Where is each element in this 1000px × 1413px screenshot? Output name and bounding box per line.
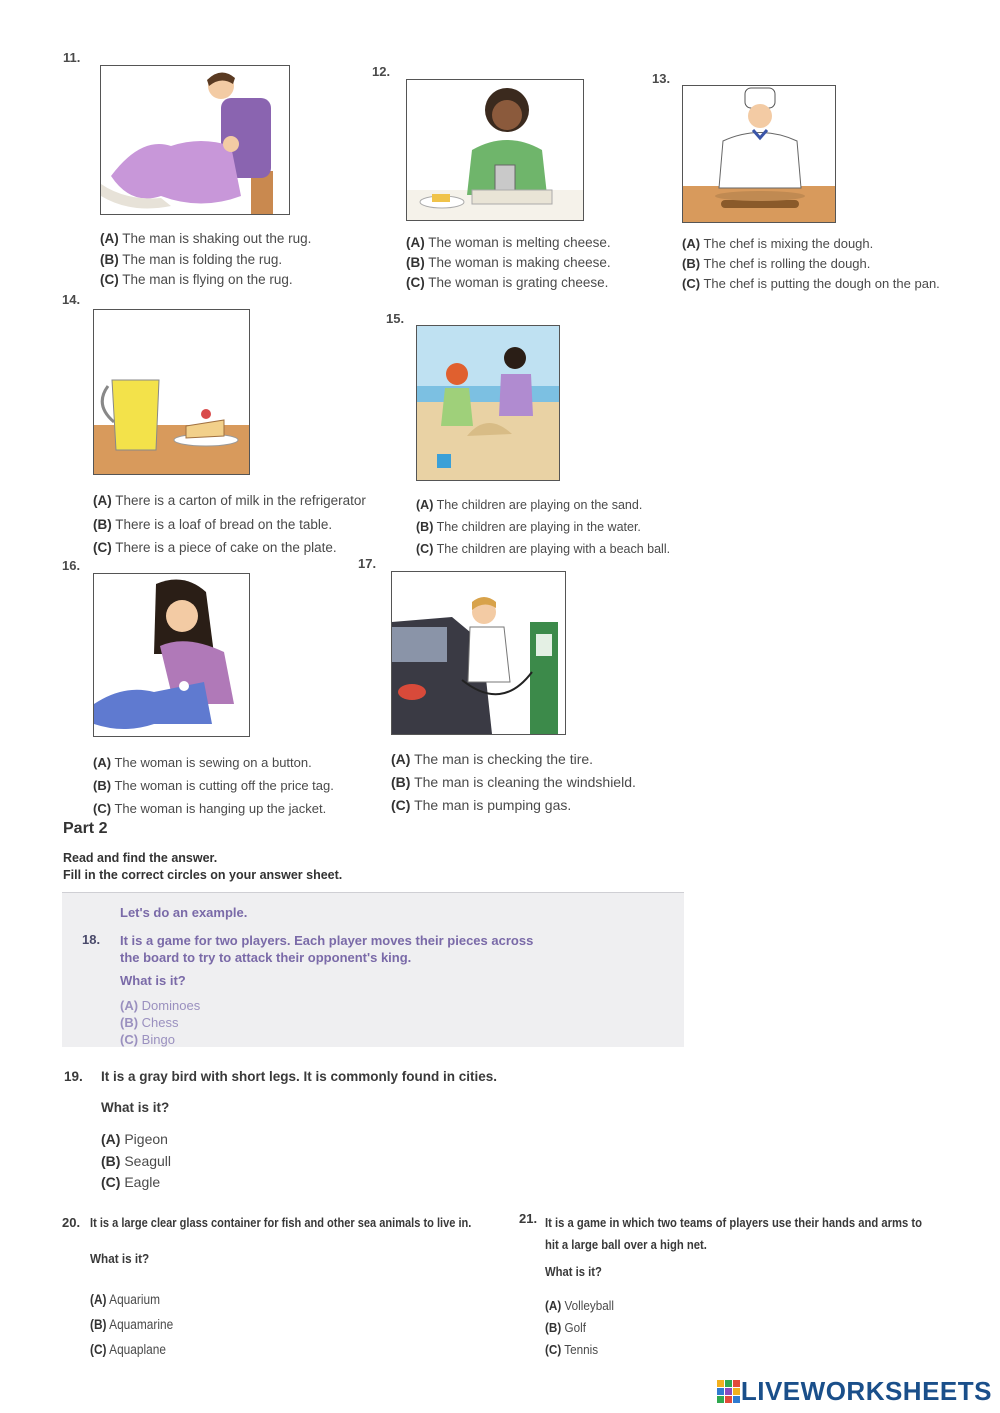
option-q21-b[interactable] bbox=[545, 1317, 614, 1339]
option-text: Chess bbox=[141, 1015, 179, 1030]
option-letter: (C) bbox=[101, 1174, 121, 1190]
option-text: Dominoes bbox=[141, 998, 201, 1013]
option-text: The man is checking the tire. bbox=[414, 751, 594, 767]
picture-man-pumping-gas bbox=[391, 571, 566, 735]
question-19-ask: What is it? bbox=[101, 1100, 170, 1115]
question-20-text: It is a large clear glass container for fish and other sea animals to live in. bbox=[90, 1215, 472, 1230]
options-q11 bbox=[100, 229, 311, 291]
question-number-16: 16. bbox=[62, 558, 81, 573]
question-21-ask: What is it? bbox=[545, 1265, 602, 1279]
option-text: Bingo bbox=[141, 1032, 175, 1047]
option-q15-b[interactable] bbox=[416, 516, 670, 538]
option-text: The man is pumping gas. bbox=[414, 797, 572, 813]
option-text: The man is flying on the rug. bbox=[122, 272, 293, 287]
option-text: Volleyball bbox=[564, 1298, 614, 1313]
option-letter: (A) bbox=[90, 1292, 107, 1307]
picture-man-shaking-rug bbox=[100, 65, 290, 215]
question-number-18: 18. bbox=[82, 932, 101, 947]
chef-dough-illustration bbox=[683, 86, 835, 222]
option-letter: (B) bbox=[416, 520, 434, 534]
option-letter: (B) bbox=[100, 251, 119, 267]
option-text: The chef is rolling the dough. bbox=[703, 256, 871, 271]
option-letter: (A) bbox=[100, 231, 119, 246]
option-q20-a[interactable] bbox=[90, 1287, 173, 1312]
option-letter: (A) bbox=[391, 751, 411, 767]
option-letter: (A) bbox=[93, 755, 112, 770]
example-question-line2: the board to try to attack their opponent's king. bbox=[120, 950, 412, 965]
option-q11-c[interactable] bbox=[100, 270, 311, 291]
option-letter: (A) bbox=[93, 493, 112, 508]
option-letter: (A) bbox=[101, 1131, 121, 1147]
option-text: The chef is putting the dough on the pan. bbox=[703, 276, 940, 291]
option-q15-c[interactable] bbox=[416, 538, 670, 560]
picture-children-on-sand bbox=[416, 325, 560, 481]
option-text: Seagull bbox=[124, 1152, 172, 1169]
liveworksheets-logo-text: LIVEWORKSHEETS bbox=[740, 1376, 992, 1406]
question-19-text: It is a gray bird with short legs. It is commonly found in cities. bbox=[101, 1069, 498, 1084]
option-letter: (C) bbox=[93, 801, 112, 816]
option-text: The woman is hanging up the jacket. bbox=[114, 801, 327, 816]
options-q12 bbox=[406, 233, 611, 293]
part2-title: Part 2 bbox=[63, 820, 108, 837]
option-text: The man is folding the rug. bbox=[122, 251, 283, 267]
option-q21-c[interactable] bbox=[545, 1339, 614, 1361]
question-21-line2: hit a large ball over a high net. bbox=[545, 1238, 707, 1252]
option-text: The man is shaking out the rug. bbox=[122, 231, 312, 246]
options-q21 bbox=[545, 1295, 614, 1361]
option-letter: (C) bbox=[545, 1342, 562, 1357]
option-letter: (B) bbox=[120, 1015, 139, 1030]
option-text: Aquarium bbox=[109, 1292, 161, 1307]
question-number-14: 14. bbox=[62, 292, 81, 307]
question-number-12: 12. bbox=[372, 64, 391, 79]
pitcher-cake-illustration bbox=[94, 310, 249, 474]
question-number-19: 19. bbox=[64, 1069, 83, 1084]
example-option-b bbox=[120, 1014, 200, 1031]
option-letter: (C) bbox=[90, 1342, 107, 1357]
option-text: Golf bbox=[564, 1320, 586, 1335]
option-q11-a[interactable] bbox=[100, 229, 311, 250]
part2-instructions bbox=[63, 850, 342, 884]
woman-sewing-illustration bbox=[94, 574, 249, 736]
liveworksheets-logo[interactable] bbox=[717, 1376, 992, 1407]
options-q19 bbox=[101, 1129, 171, 1194]
option-text: The woman is cutting off the price tag. bbox=[114, 778, 334, 793]
option-q13-c[interactable] bbox=[682, 274, 940, 294]
option-q13-b[interactable] bbox=[682, 254, 940, 274]
option-text: The children are playing on the sand. bbox=[436, 498, 643, 512]
option-text: The man is cleaning the windshield. bbox=[414, 774, 636, 790]
option-text: The children are playing in the water. bbox=[436, 520, 641, 534]
option-q14-c[interactable] bbox=[93, 536, 366, 560]
option-letter: (B) bbox=[93, 516, 112, 532]
option-q17-b[interactable] bbox=[391, 771, 636, 794]
man-rug-illustration bbox=[101, 66, 289, 214]
question-number-21: 21. bbox=[519, 1211, 538, 1226]
question-21-text bbox=[545, 1212, 922, 1256]
option-letter: (B) bbox=[545, 1320, 562, 1335]
question-21-line1: It is a game in which two teams of players use their hands and arms to bbox=[545, 1216, 922, 1230]
children-sand-illustration bbox=[417, 326, 559, 480]
option-letter: (A) bbox=[416, 498, 434, 512]
option-text: The woman is sewing on a button. bbox=[114, 755, 312, 770]
question-number-11: 11. bbox=[63, 50, 81, 65]
picture-woman-grating-cheese bbox=[406, 79, 584, 221]
option-letter: (B) bbox=[406, 255, 425, 270]
option-text: The woman is making cheese. bbox=[428, 255, 611, 270]
option-letter: (C) bbox=[406, 275, 425, 290]
option-letter: (C) bbox=[93, 540, 112, 555]
picture-chef-rolling-dough bbox=[682, 85, 836, 223]
option-q12-a[interactable] bbox=[406, 233, 611, 253]
option-text: Aquamarine bbox=[109, 1317, 174, 1332]
option-q17-a[interactable] bbox=[391, 748, 636, 771]
example-intro: Let's do an example. bbox=[120, 905, 248, 920]
woman-cheese-illustration bbox=[407, 80, 583, 220]
option-text: The children are playing with a beach ball. bbox=[436, 542, 671, 556]
option-letter: (A) bbox=[406, 235, 425, 250]
option-letter: (B) bbox=[391, 774, 411, 790]
picture-woman-sewing bbox=[93, 573, 250, 737]
example-options bbox=[120, 997, 200, 1048]
option-q14-a[interactable] bbox=[93, 489, 366, 513]
option-text: The woman is grating cheese. bbox=[428, 275, 609, 290]
options-q20 bbox=[90, 1287, 173, 1362]
option-letter: (B) bbox=[682, 256, 701, 271]
option-q16-a[interactable] bbox=[93, 751, 334, 774]
example-ask: What is it? bbox=[120, 973, 186, 988]
option-q20-b[interactable] bbox=[90, 1312, 173, 1337]
option-text: The woman is melting cheese. bbox=[428, 235, 611, 250]
example-question bbox=[120, 932, 533, 966]
question-number-20: 20. bbox=[62, 1215, 81, 1230]
question-number-13: 13. bbox=[652, 71, 671, 86]
option-text: Aquaplane bbox=[109, 1342, 166, 1357]
question-number-15: 15. bbox=[386, 311, 405, 326]
options-q13 bbox=[682, 234, 940, 294]
option-letter: (A) bbox=[682, 236, 701, 251]
option-letter: (C) bbox=[391, 797, 411, 813]
option-text: Eagle bbox=[124, 1174, 161, 1190]
option-q19-a[interactable] bbox=[101, 1129, 171, 1151]
options-q15 bbox=[416, 494, 670, 560]
option-text: Pigeon bbox=[124, 1131, 168, 1147]
option-q14-b[interactable] bbox=[93, 513, 366, 537]
option-letter: (C) bbox=[416, 542, 434, 556]
liveworksheets-logo-icon bbox=[717, 1380, 741, 1404]
options-q14 bbox=[93, 489, 366, 560]
option-letter: (C) bbox=[120, 1032, 139, 1047]
option-q15-a[interactable] bbox=[416, 494, 670, 516]
option-q17-c[interactable] bbox=[391, 794, 636, 817]
option-q19-b[interactable] bbox=[101, 1151, 171, 1173]
option-letter: (A) bbox=[120, 998, 139, 1013]
question-20-ask: What is it? bbox=[90, 1251, 150, 1266]
option-letter: (C) bbox=[100, 272, 119, 287]
option-letter: (A) bbox=[545, 1298, 562, 1313]
option-text: There is a carton of milk in the refrigerator bbox=[115, 493, 366, 508]
option-letter: (B) bbox=[90, 1317, 107, 1332]
instruction-read: Read and find the answer. bbox=[63, 851, 218, 865]
option-q11-b[interactable] bbox=[100, 250, 311, 271]
option-text: There is a loaf of bread on the table. bbox=[115, 516, 333, 532]
option-q12-c[interactable] bbox=[406, 273, 611, 293]
example-option-a bbox=[120, 997, 200, 1014]
option-q21-a[interactable] bbox=[545, 1295, 614, 1317]
option-letter: (B) bbox=[93, 778, 112, 793]
option-text: There is a piece of cake on the plate. bbox=[115, 540, 337, 555]
example-question-line1: It is a game for two players. Each player moves their pieces across bbox=[120, 933, 534, 948]
option-letter: (C) bbox=[682, 276, 701, 291]
question-number-17: 17. bbox=[358, 556, 377, 571]
options-q16 bbox=[93, 751, 334, 820]
option-q16-b[interactable] bbox=[93, 774, 334, 797]
option-q12-b[interactable] bbox=[406, 253, 611, 273]
example-option-c bbox=[120, 1031, 200, 1048]
example-box bbox=[62, 892, 684, 1047]
option-q13-a[interactable] bbox=[682, 234, 940, 254]
instruction-fill: Fill in the correct circles on your answer sheet. bbox=[63, 868, 343, 882]
option-text: Tennis bbox=[564, 1342, 599, 1357]
options-q17 bbox=[391, 748, 636, 817]
option-q20-c[interactable] bbox=[90, 1337, 173, 1362]
option-q16-c[interactable] bbox=[93, 797, 334, 820]
option-q19-c[interactable] bbox=[101, 1172, 171, 1194]
option-text: The chef is mixing the dough. bbox=[703, 236, 874, 251]
option-letter: (B) bbox=[101, 1152, 121, 1169]
picture-pitcher-and-cake bbox=[93, 309, 250, 475]
man-gas-illustration bbox=[392, 572, 565, 734]
